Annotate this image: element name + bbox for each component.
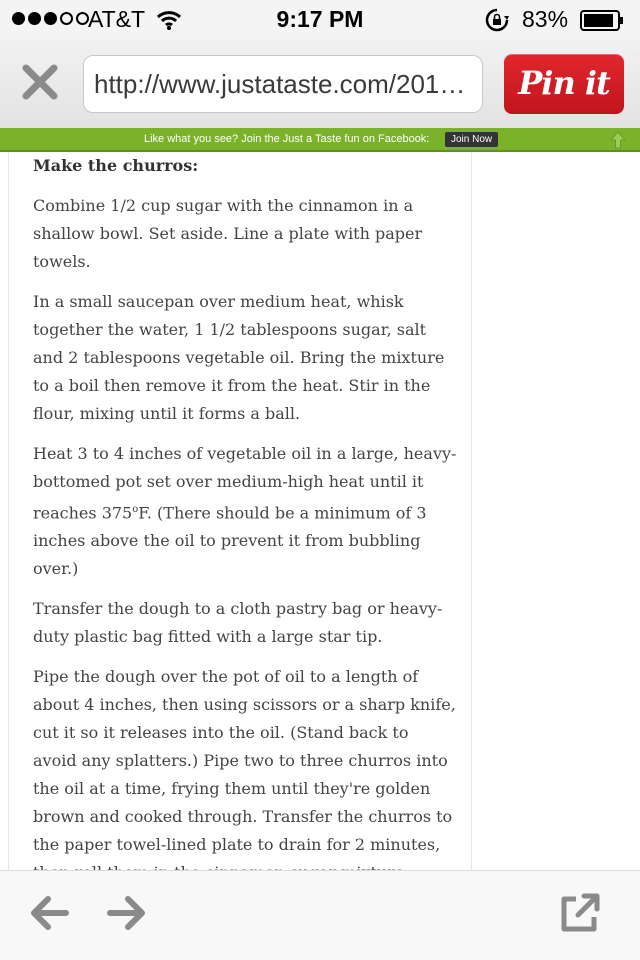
close-icon[interactable] [18, 60, 62, 104]
share-icon[interactable] [558, 891, 602, 935]
degree-symbol: o [132, 504, 139, 515]
join-now-button[interactable]: Join Now [445, 132, 498, 147]
column-divider [471, 152, 472, 870]
scroll-up-icon[interactable] [610, 131, 626, 149]
forward-arrow-icon[interactable] [106, 893, 148, 933]
facebook-banner [0, 128, 640, 152]
rotation-lock-icon [485, 8, 509, 32]
section-heading: Make the churros: [33, 156, 199, 175]
page-content [0, 152, 640, 870]
paragraph [33, 440, 457, 583]
battery-percent: 83% [522, 6, 569, 32]
browser-toolbar [0, 40, 640, 128]
paragraph: Combine 1/2 cup sugar with the cinnamon in a shallow bowl. Set aside. Line a plate with paper towels. [33, 196, 423, 271]
facebook-banner-text: Like what you see? Join the Just a Taste fun on Facebook: [144, 133, 430, 145]
status-bar [0, 0, 640, 40]
paragraph: In a small saucepan over medium heat, whisk together the water, 1 1/2 tablespoons sugar, salt and 2 tablespoons vegetable oil. Bring the mixture to a boil then remove it from the heat. Stir in the flour, mixing until it forms a ball. [33, 292, 445, 423]
paragraph-text: F. (There should be a minimum of 3 inches above the oil to prevent it from bubbling over.) [33, 503, 427, 579]
battery-icon [580, 10, 624, 31]
pin-it-button[interactable]: Pin it [504, 54, 624, 114]
bottom-toolbar [0, 870, 640, 960]
paragraph-text: Heat 3 to 4 inches of vegetable oil in a large, heavy-bottomed pot set over medium-high heat until it reaches 375 [33, 444, 457, 523]
recipe-instructions [33, 152, 457, 943]
column-divider [8, 152, 9, 870]
back-arrow-icon[interactable] [28, 893, 70, 933]
paragraph: Pipe the dough over the pot of oil to a length of about 4 inches, then using scissors or a sharp knife, cut it so it releases into the oil. (Stand back to avoid any splatters.) Pipe two to three churros into the oil at a time, frying them until they're golden brown and cooked through. Transfer the churros to the paper towel-lined plate to drain for 2 minutes, [33, 667, 456, 855]
url-field[interactable]: http://www.justataste.com/201… [83, 55, 483, 113]
carrier-name: AT&T [88, 6, 146, 32]
clock: 9:17 PM [276, 6, 364, 32]
paragraph: Transfer the dough to a cloth pastry bag or heavy-duty plastic bag fitted with a large star tip. [33, 599, 443, 647]
